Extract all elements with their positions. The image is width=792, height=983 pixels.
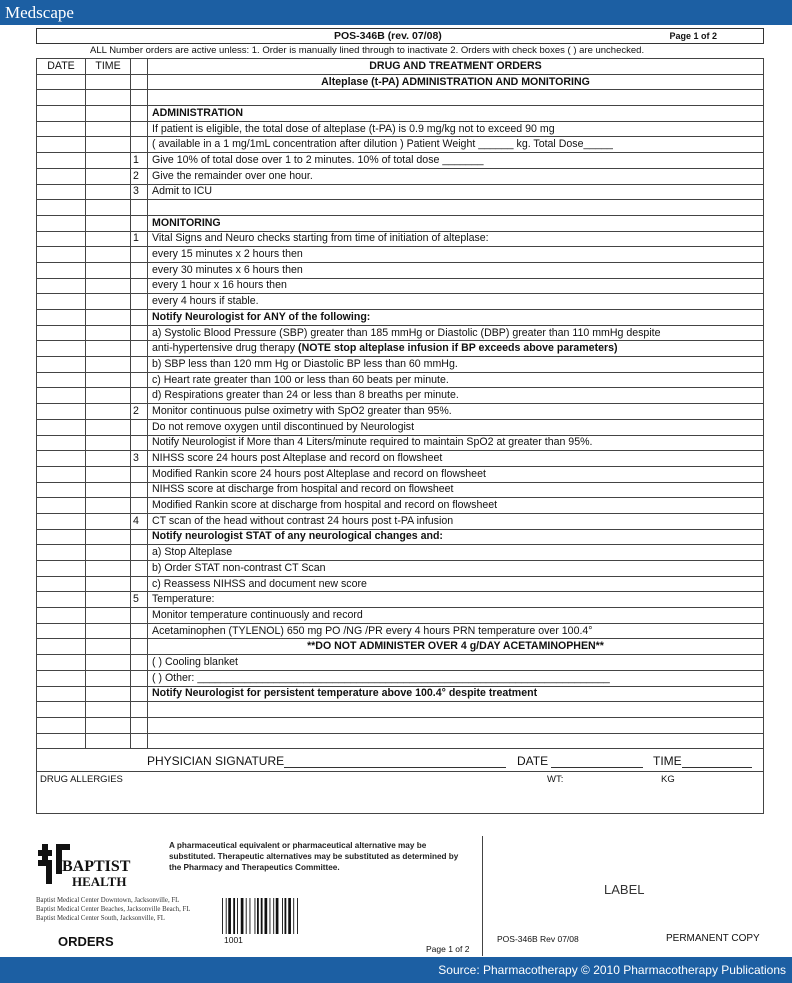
- order-text: [148, 717, 764, 733]
- order-row: [37, 341, 764, 357]
- date-cell[interactable]: [37, 294, 86, 310]
- time-cell[interactable]: [86, 294, 131, 310]
- order-text: c) Reassess NIHSS and document new score: [148, 576, 764, 592]
- order-text: every 4 hours if stable.: [148, 294, 764, 310]
- site-line: Baptist Medical Center South, Jacksonville, FL: [36, 915, 165, 922]
- order-number: 3: [131, 184, 148, 200]
- order-row: [37, 294, 764, 310]
- order-text: Give the remainder over one hour.: [148, 168, 764, 184]
- order-text: Notify Neurologist for ANY of the following:: [148, 310, 764, 326]
- column-time: TIME: [86, 59, 131, 75]
- date-cell[interactable]: [37, 372, 86, 388]
- order-number: [131, 702, 148, 718]
- drug-allergies-label: DRUG ALLERGIES: [40, 774, 123, 785]
- order-text: CT scan of the head without contrast 24 hours post t-PA infusion: [148, 513, 764, 529]
- order-number: [131, 372, 148, 388]
- date-cell[interactable]: [37, 106, 86, 122]
- time-cell[interactable]: [86, 90, 131, 106]
- order-row: [37, 702, 764, 718]
- time-cell[interactable]: [86, 262, 131, 278]
- time-cell[interactable]: [86, 168, 131, 184]
- time-cell[interactable]: [86, 106, 131, 122]
- site-line: Baptist Medical Center Beaches, Jacksonville Beach, FL: [36, 906, 191, 913]
- time-cell[interactable]: [86, 670, 131, 686]
- order-number: [131, 215, 148, 231]
- time-line: [682, 757, 752, 768]
- time-cell[interactable]: [86, 278, 131, 294]
- order-number: [131, 717, 148, 733]
- column-date: DATE: [37, 59, 86, 75]
- order-row: [37, 231, 764, 247]
- order-text: Do not remove oxygen until discontinued by Neurologist: [148, 419, 764, 435]
- order-number: [131, 278, 148, 294]
- barcode-bar: [285, 898, 287, 934]
- order-text: ( ) Cooling blanket: [148, 655, 764, 671]
- source-banner: [0, 957, 792, 983]
- barcode: [222, 898, 322, 934]
- order-text: d) Respirations greater than 24 or less than 8 breaths per minute.: [148, 388, 764, 404]
- order-number: [131, 121, 148, 137]
- date-cell[interactable]: [37, 137, 86, 153]
- kg-label: KG: [661, 774, 675, 785]
- order-row: [37, 733, 764, 749]
- time-cell[interactable]: [86, 325, 131, 341]
- date-cell[interactable]: [37, 670, 86, 686]
- date-cell[interactable]: [37, 576, 86, 592]
- order-number: [131, 639, 148, 655]
- active-orders-notice: [36, 44, 764, 58]
- order-number: [131, 545, 148, 561]
- date-cell[interactable]: [37, 121, 86, 137]
- order-number: 2: [131, 168, 148, 184]
- date-cell[interactable]: [37, 325, 86, 341]
- order-text: [148, 200, 764, 216]
- order-text: Notify neurologist STAT of any neurological changes and:: [148, 529, 764, 545]
- weight-label: WT:: [547, 774, 564, 785]
- order-number: 1: [131, 231, 148, 247]
- date-cell[interactable]: [37, 184, 86, 200]
- time-cell[interactable]: [86, 137, 131, 153]
- date-cell[interactable]: [37, 686, 86, 702]
- order-row: [37, 137, 764, 153]
- logo-wordmark-baptist: BAPTIST: [62, 858, 131, 875]
- barcode-bar: [293, 898, 294, 934]
- date-label: DATE: [517, 754, 549, 768]
- signature-date[interactable]: [517, 754, 643, 768]
- order-text: [148, 702, 764, 718]
- order-number: [131, 341, 148, 357]
- allergy-row: [36, 772, 764, 814]
- time-cell[interactable]: [86, 466, 131, 482]
- order-number: [131, 670, 148, 686]
- order-text: b) SBP less than 120 mm Hg or Diastolic BP less than 60 mmHg.: [148, 357, 764, 373]
- order-row: [37, 357, 764, 373]
- date-cell[interactable]: [37, 357, 86, 373]
- time-cell[interactable]: [86, 419, 131, 435]
- time-label: TIME: [653, 754, 682, 768]
- time-cell[interactable]: [86, 310, 131, 326]
- order-row: [37, 561, 764, 577]
- order-number: [131, 498, 148, 514]
- date-cell[interactable]: [37, 482, 86, 498]
- order-number: [131, 247, 148, 263]
- date-cell[interactable]: [37, 702, 86, 718]
- column-number: [131, 59, 148, 75]
- order-text: a) Stop Alteplase: [148, 545, 764, 561]
- order-text: NIHSS score 24 hours post Alteplase and record on flowsheet: [148, 451, 764, 467]
- order-text: c) Heart rate greater than 100 or less than 60 beats per minute.: [148, 372, 764, 388]
- time-cell[interactable]: [86, 608, 131, 624]
- time-cell[interactable]: [86, 655, 131, 671]
- time-cell[interactable]: [86, 592, 131, 608]
- order-row: [37, 200, 764, 216]
- time-cell[interactable]: [86, 717, 131, 733]
- time-cell[interactable]: [86, 435, 131, 451]
- order-number: [131, 482, 148, 498]
- date-line: [551, 757, 643, 768]
- barcode-bar: [270, 898, 271, 934]
- order-row: [37, 262, 764, 278]
- signature-row: [36, 749, 764, 772]
- order-row: [37, 529, 764, 545]
- date-cell[interactable]: [37, 639, 86, 655]
- order-number: [131, 388, 148, 404]
- order-row: [37, 435, 764, 451]
- order-row: [37, 686, 764, 702]
- barcode-bar: [261, 898, 263, 934]
- order-row: [37, 576, 764, 592]
- order-row: [37, 247, 764, 263]
- order-text: ( ) Other: ______________________________________________________________________: [148, 670, 764, 686]
- time-cell[interactable]: [86, 215, 131, 231]
- column-title: DRUG AND TREATMENT ORDERS: [148, 59, 764, 75]
- time-cell[interactable]: [86, 702, 131, 718]
- order-number: 1: [131, 153, 148, 169]
- order-row: [37, 168, 764, 184]
- order-row: [37, 513, 764, 529]
- time-cell[interactable]: [86, 153, 131, 169]
- order-text: ADMINISTRATION: [148, 106, 764, 122]
- time-cell[interactable]: [86, 121, 131, 137]
- order-text: [148, 733, 764, 749]
- order-row: [37, 215, 764, 231]
- order-number: [131, 294, 148, 310]
- date-cell[interactable]: [37, 262, 86, 278]
- date-cell[interactable]: [37, 466, 86, 482]
- time-cell[interactable]: [86, 561, 131, 577]
- protocol-title: Alteplase (t-PA) ADMINISTRATION AND MONITORING: [148, 74, 764, 90]
- order-text: Vital Signs and Neuro checks starting from time of initiation of alteplase:: [148, 231, 764, 247]
- order-row: [37, 106, 764, 122]
- date-cell[interactable]: [37, 231, 86, 247]
- order-number: [131, 419, 148, 435]
- form-header: [36, 28, 764, 44]
- date-cell[interactable]: [37, 498, 86, 514]
- order-number: 2: [131, 404, 148, 420]
- signature-line: [284, 757, 506, 768]
- date-cell[interactable]: [37, 513, 86, 529]
- date-cell[interactable]: [37, 200, 86, 216]
- footer-divider: [482, 836, 483, 956]
- order-number: [131, 623, 148, 639]
- order-row: [37, 419, 764, 435]
- physician-signature[interactable]: [147, 754, 506, 768]
- order-number: [131, 357, 148, 373]
- date-cell[interactable]: [37, 623, 86, 639]
- barcode-bar: [282, 898, 283, 934]
- order-number: [131, 90, 148, 106]
- date-cell[interactable]: [37, 451, 86, 467]
- order-row: [37, 278, 764, 294]
- order-text: **DO NOT ADMINISTER OVER 4 g/DAY ACETAMINOPHEN**: [148, 639, 764, 655]
- time-cell[interactable]: [86, 451, 131, 467]
- source-credit: Source: Pharmacotherapy © 2010 Pharmacotherapy Publications: [438, 963, 786, 977]
- time-cell[interactable]: [86, 513, 131, 529]
- date-cell[interactable]: [37, 545, 86, 561]
- date-cell[interactable]: [37, 419, 86, 435]
- date-cell[interactable]: [37, 561, 86, 577]
- order-row: [37, 90, 764, 106]
- barcode-bar: [222, 898, 223, 934]
- order-row: [37, 404, 764, 420]
- time-cell[interactable]: [86, 200, 131, 216]
- brand-logo: Medscape: [5, 3, 74, 22]
- date-cell[interactable]: [37, 341, 86, 357]
- date-cell[interactable]: [37, 388, 86, 404]
- barcode-bar: [255, 898, 256, 934]
- barcode-bar: [241, 898, 244, 934]
- date-cell[interactable]: [37, 168, 86, 184]
- order-number: [131, 576, 148, 592]
- order-text: Modified Rankin score 24 hours post Alteplase and record on flowsheet: [148, 466, 764, 482]
- order-form: [36, 28, 764, 956]
- form-code-bottom: POS-346B Rev 07/08: [497, 934, 579, 944]
- barcode-bar: [228, 898, 231, 934]
- permanent-copy-label: PERMANENT COPY: [666, 933, 760, 944]
- order-text: ( available in a 1 mg/1mL concentration after dilution ) Patient Weight ______ kg. Total Dose_____: [148, 137, 764, 153]
- order-text: Temperature:: [148, 592, 764, 608]
- barcode-number: 1001: [224, 935, 243, 945]
- order-number: [131, 561, 148, 577]
- time-cell[interactable]: [86, 404, 131, 420]
- time-cell[interactable]: [86, 184, 131, 200]
- order-text: b) Order STAT non-contrast CT Scan: [148, 561, 764, 577]
- order-number: [131, 529, 148, 545]
- page-number-bottom: Page 1 of 2: [426, 944, 470, 954]
- order-number: [131, 435, 148, 451]
- time-cell[interactable]: [86, 639, 131, 655]
- orders-label: ORDERS: [58, 934, 114, 949]
- time-cell[interactable]: [86, 372, 131, 388]
- order-row: [37, 310, 764, 326]
- order-number: [131, 466, 148, 482]
- time-cell[interactable]: [86, 686, 131, 702]
- order-row: [37, 498, 764, 514]
- time-cell[interactable]: [86, 576, 131, 592]
- order-text: Notify Neurologist for persistent temperature above 100.4° despite treatment: [148, 686, 764, 702]
- logo-wordmark-health: HEALTH: [72, 874, 127, 889]
- order-text: Admit to ICU: [148, 184, 764, 200]
- barcode-bar: [237, 898, 238, 934]
- order-text: Notify Neurologist if More than 4 Liters/minute required to maintain SpO2 at greater than 95%.: [148, 435, 764, 451]
- order-text: Monitor temperature continuously and record: [148, 608, 764, 624]
- order-number: [131, 325, 148, 341]
- order-row: [37, 623, 764, 639]
- substitution-note: A pharmaceutical equivalent or pharmaceutical alternative may be substituted. Therapeutic alternatives may be substituted as determined by the Pharmacy and Therapeutics Committee.: [169, 841, 459, 872]
- order-row: [37, 608, 764, 624]
- barcode-bar: [288, 898, 291, 934]
- notice-text: ALL Number orders are active unless: 1. Order is manually lined through to inactivate 2. Orders with check boxes ( ) are unchecked.: [90, 45, 645, 56]
- form-code: POS-346B (rev. 07/08): [334, 30, 442, 42]
- order-number: 4: [131, 513, 148, 529]
- time-cell[interactable]: [86, 545, 131, 561]
- date-cell[interactable]: [37, 608, 86, 624]
- order-text: [148, 90, 764, 106]
- page-number: Page 1 of 2: [669, 31, 717, 41]
- order-text: [148, 341, 764, 357]
- barcode-bar: [257, 898, 259, 934]
- order-number: [131, 310, 148, 326]
- order-text: every 15 minutes x 2 hours then: [148, 247, 764, 263]
- date-cell[interactable]: [37, 435, 86, 451]
- time-cell[interactable]: [86, 231, 131, 247]
- signature-time[interactable]: [653, 754, 752, 768]
- date-cell[interactable]: [37, 215, 86, 231]
- time-cell[interactable]: [86, 357, 131, 373]
- time-cell[interactable]: [86, 482, 131, 498]
- date-cell[interactable]: [37, 90, 86, 106]
- order-text-plain: anti-hypertensive drug therapy: [152, 342, 299, 355]
- barcode-bar: [246, 898, 247, 934]
- order-row: [37, 592, 764, 608]
- order-number: [131, 200, 148, 216]
- time-cell[interactable]: [86, 388, 131, 404]
- time-cell[interactable]: [86, 498, 131, 514]
- time-cell[interactable]: [86, 529, 131, 545]
- order-number: [131, 106, 148, 122]
- order-text: every 1 hour x 16 hours then: [148, 278, 764, 294]
- order-row: [37, 545, 764, 561]
- barcode-bar: [226, 898, 227, 934]
- order-text-note: (NOTE stop alteplase infusion if BP exceeds above parameters): [298, 342, 618, 355]
- physician-signature-label: PHYSICIAN SIGNATURE: [147, 754, 285, 768]
- barcode-bar: [297, 898, 298, 934]
- order-number: [131, 686, 148, 702]
- time-cell[interactable]: [86, 623, 131, 639]
- date-cell[interactable]: [37, 404, 86, 420]
- column-header-row: [37, 59, 764, 75]
- barcode-bar: [265, 898, 268, 934]
- date-cell[interactable]: [37, 247, 86, 263]
- order-row: [37, 325, 764, 341]
- date-cell[interactable]: [37, 278, 86, 294]
- order-row: [37, 153, 764, 169]
- order-row: [37, 372, 764, 388]
- date-cell[interactable]: [37, 592, 86, 608]
- barcode-bar: [233, 898, 235, 934]
- order-text: If patient is eligible, the total dose of alteplase (t-PA) is 0.9 mg/kg not to exceed 90 mg: [148, 121, 764, 137]
- order-row: [37, 466, 764, 482]
- order-text: every 30 minutes x 6 hours then: [148, 262, 764, 278]
- order-row: [37, 451, 764, 467]
- order-number: [131, 733, 148, 749]
- barcode-bar: [250, 898, 251, 934]
- order-row: [37, 121, 764, 137]
- form-footer: [36, 836, 764, 956]
- order-row: [37, 717, 764, 733]
- order-text: Give 10% of total dose over 1 to 2 minutes. 10% of total dose _______: [148, 153, 764, 169]
- date-cell[interactable]: [37, 717, 86, 733]
- site-line: Baptist Medical Center Downtown, Jacksonville, FL: [36, 897, 180, 904]
- top-banner: [0, 0, 792, 25]
- order-text: NIHSS score at discharge from hospital and record on flowsheet: [148, 482, 764, 498]
- order-text: Monitor continuous pulse oximetry with SpO2 greater than 95%.: [148, 404, 764, 420]
- order-number: [131, 137, 148, 153]
- subtitle-row: [37, 74, 764, 90]
- date-cell[interactable]: [37, 733, 86, 749]
- order-row: [37, 184, 764, 200]
- hospital-sites: [36, 896, 190, 923]
- order-row: [37, 388, 764, 404]
- barcode-bar: [273, 898, 274, 934]
- order-number: [131, 608, 148, 624]
- order-number: [131, 655, 148, 671]
- order-text: MONITORING: [148, 215, 764, 231]
- order-text: Acetaminophen (TYLENOL) 650 mg PO /NG /PR every 4 hours PRN temperature over 100.4°: [148, 623, 764, 639]
- time-cell[interactable]: [86, 247, 131, 263]
- date-cell[interactable]: [37, 529, 86, 545]
- time-cell[interactable]: [86, 341, 131, 357]
- order-row: [37, 482, 764, 498]
- barcode-bar: [276, 898, 279, 934]
- order-row: [37, 639, 764, 655]
- date-cell[interactable]: [37, 153, 86, 169]
- label-area: LABEL: [604, 882, 645, 897]
- order-number: 5: [131, 592, 148, 608]
- order-text: a) Systolic Blood Pressure (SBP) greater than 185 mmHg or Diastolic (DBP) greater than 110 mmHg despite: [148, 325, 764, 341]
- date-cell[interactable]: [37, 310, 86, 326]
- date-cell[interactable]: [37, 655, 86, 671]
- order-row: [37, 670, 764, 686]
- order-text: Modified Rankin score at discharge from hospital and record on flowsheet: [148, 498, 764, 514]
- orders-table: [36, 58, 764, 749]
- order-number: 3: [131, 451, 148, 467]
- order-number: [131, 262, 148, 278]
- order-row: [37, 655, 764, 671]
- time-cell[interactable]: [86, 733, 131, 749]
